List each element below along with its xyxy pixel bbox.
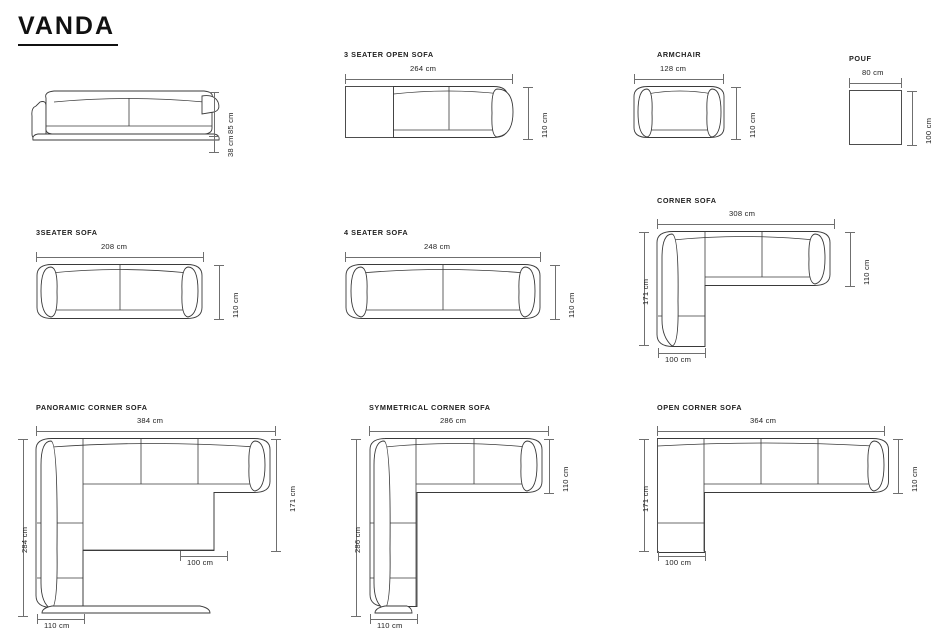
dim-128cm: 128 cm [660,64,687,73]
label-pouf: POUF [849,54,872,63]
dim-110cm: 110 cm [540,112,549,138]
dim-line-h-110-panoramic [37,619,85,620]
dim-tick [512,74,513,84]
dim-tick [550,265,560,266]
dim-100cm: 100 cm [187,558,214,567]
label-panoramic-corner-sofa: PANORAMIC CORNER SOFA [36,403,148,412]
dim-284cm: 284 cm [20,526,29,553]
dim-line-v-110-open [898,439,899,493]
dim-line-h-208 [36,257,204,258]
dim-286cm: 286 cm [353,526,362,553]
dim-171cm: 171 cm [641,485,650,512]
brand-title: VANDA [18,12,116,40]
dim-tick [36,426,37,436]
dim-tick [37,614,38,624]
dim-line-v-110-corner [850,232,851,286]
dim-line-h-100-corner [658,353,706,354]
dim-line-h-80 [849,83,902,84]
dim-tick [639,345,649,346]
dim-tick [550,319,560,320]
label-open-corner-sofa: OPEN CORNER SOFA [657,403,743,412]
dim-tick [639,232,649,233]
dim-110cm: 110 cm [748,112,757,138]
drawing-pouf [849,90,903,146]
dim-line-v-sofabed-38 [214,136,215,152]
dim-110cm: 110 cm [862,259,871,285]
dim-line-h-100-panoramic [180,556,228,557]
dim-tick [203,252,204,262]
dim-tick [845,232,855,233]
dim-tick [36,252,37,262]
dim-171cm: 171 cm [288,485,297,512]
dim-110cm: 110 cm [567,292,576,318]
dim-line-h-248 [345,257,541,258]
dim-80cm: 80 cm [862,68,884,77]
dim-tick [907,145,917,146]
label-corner-sofa: CORNER SOFA [657,196,717,205]
dim-110cm: 110 cm [910,466,919,492]
dim-tick [731,87,741,88]
label-symmetrical-corner-sofa: SYMMETRICAL CORNER SOFA [369,403,491,412]
dim-tick [548,426,549,436]
dim-tick [658,551,659,561]
brand-underline [18,44,118,46]
dim-line-h-384 [36,431,276,432]
dim-tick [417,614,418,624]
drawing-corner-sofa [657,231,843,351]
dim-tick [523,139,533,140]
dim-line-h-364 [657,431,885,432]
dim-tick [705,348,706,358]
dim-tick [639,551,649,552]
dim-tick [351,439,361,440]
dim-tick [849,78,850,88]
dim-38cm: 38 cm [226,135,235,157]
label-armchair: ARMCHAIR [657,50,702,59]
dim-85cm: 85 cm [226,112,235,134]
drawing-sofa-bed [30,86,230,146]
dim-tick [884,426,885,436]
dim-tick [18,616,28,617]
dim-tick [18,439,28,440]
dim-line-h-100-open [658,556,706,557]
dim-384cm: 384 cm [137,416,164,425]
dim-tick [271,439,281,440]
dim-110cm: 110 cm [377,621,403,630]
dim-tick [705,551,706,561]
dim-line-v-110-4seater [555,265,556,319]
dim-110cm: 110 cm [231,292,240,318]
dim-tick [901,78,902,88]
dim-tick [214,265,224,266]
dim-110cm: 110 cm [561,466,570,492]
drawing-open-corner-sofa [657,438,889,568]
dim-line-h-308 [657,224,835,225]
dim-tick [345,74,346,84]
dim-tick [723,74,724,84]
dim-tick [345,252,346,262]
label-4-seater-sofa: 4 SEATER SOFA [344,228,409,237]
dim-tick [544,439,554,440]
dim-tick [544,493,554,494]
dim-line-h-128 [634,79,724,80]
dim-tick [893,493,903,494]
dim-line-v-110-3seater [219,265,220,319]
dim-tick [180,551,181,561]
drawing-3seater-sofa [36,264,211,324]
label-3-seater-open-sofa: 3 SEATER OPEN SOFA [344,50,434,59]
dim-tick [370,614,371,624]
dim-line-v-110-openSofa [528,87,529,139]
dim-286cm: 286 cm [440,416,467,425]
drawing-3-seater-open-sofa [345,86,520,142]
dim-tick [523,87,533,88]
dim-line-v-171-panoramic [276,439,277,552]
dim-100cm: 100 cm [924,117,933,144]
dim-tick [214,319,224,320]
dim-tick [540,252,541,262]
dim-tick [275,426,276,436]
dim-tick [227,551,228,561]
dim-line-h-286 [369,431,549,432]
drawing-symmetrical-corner-sofa [369,438,554,618]
dim-line-v-110-armchair [736,87,737,139]
dim-171cm: 171 cm [641,278,650,305]
dim-line-h-264 [345,79,513,80]
dim-tick [834,219,835,229]
dim-line-v-110-symmetrical [549,439,550,493]
dim-tick [907,91,917,92]
dim-100cm: 100 cm [665,355,692,364]
dim-tick [657,219,658,229]
dim-tick [351,616,361,617]
dim-110cm: 110 cm [44,621,70,630]
dim-tick [209,92,219,93]
dim-tick [209,152,219,153]
dim-line-v-sofabed-85 [214,92,215,136]
dim-248cm: 248 cm [424,242,451,251]
dim-tick [893,439,903,440]
dim-tick [369,426,370,436]
dim-tick [84,614,85,624]
dim-208cm: 208 cm [101,242,128,251]
drawing-armchair [634,86,729,142]
dim-line-h-110-symmetrical [370,619,418,620]
drawing-4-seater-sofa [345,264,545,324]
label-3seater-sofa: 3SEATER SOFA [36,228,98,237]
dim-364cm: 364 cm [750,416,777,425]
dim-tick [657,426,658,436]
dim-264cm: 264 cm [410,64,437,73]
dim-tick [634,74,635,84]
drawing-panoramic-corner-sofa [36,438,281,618]
dim-tick [845,286,855,287]
dim-line-v-100-pouf [912,91,913,145]
dim-308cm: 308 cm [729,209,756,218]
dim-tick [658,348,659,358]
dim-tick [731,139,741,140]
dim-tick [271,551,281,552]
dim-100cm: 100 cm [665,558,692,567]
dim-tick [639,439,649,440]
